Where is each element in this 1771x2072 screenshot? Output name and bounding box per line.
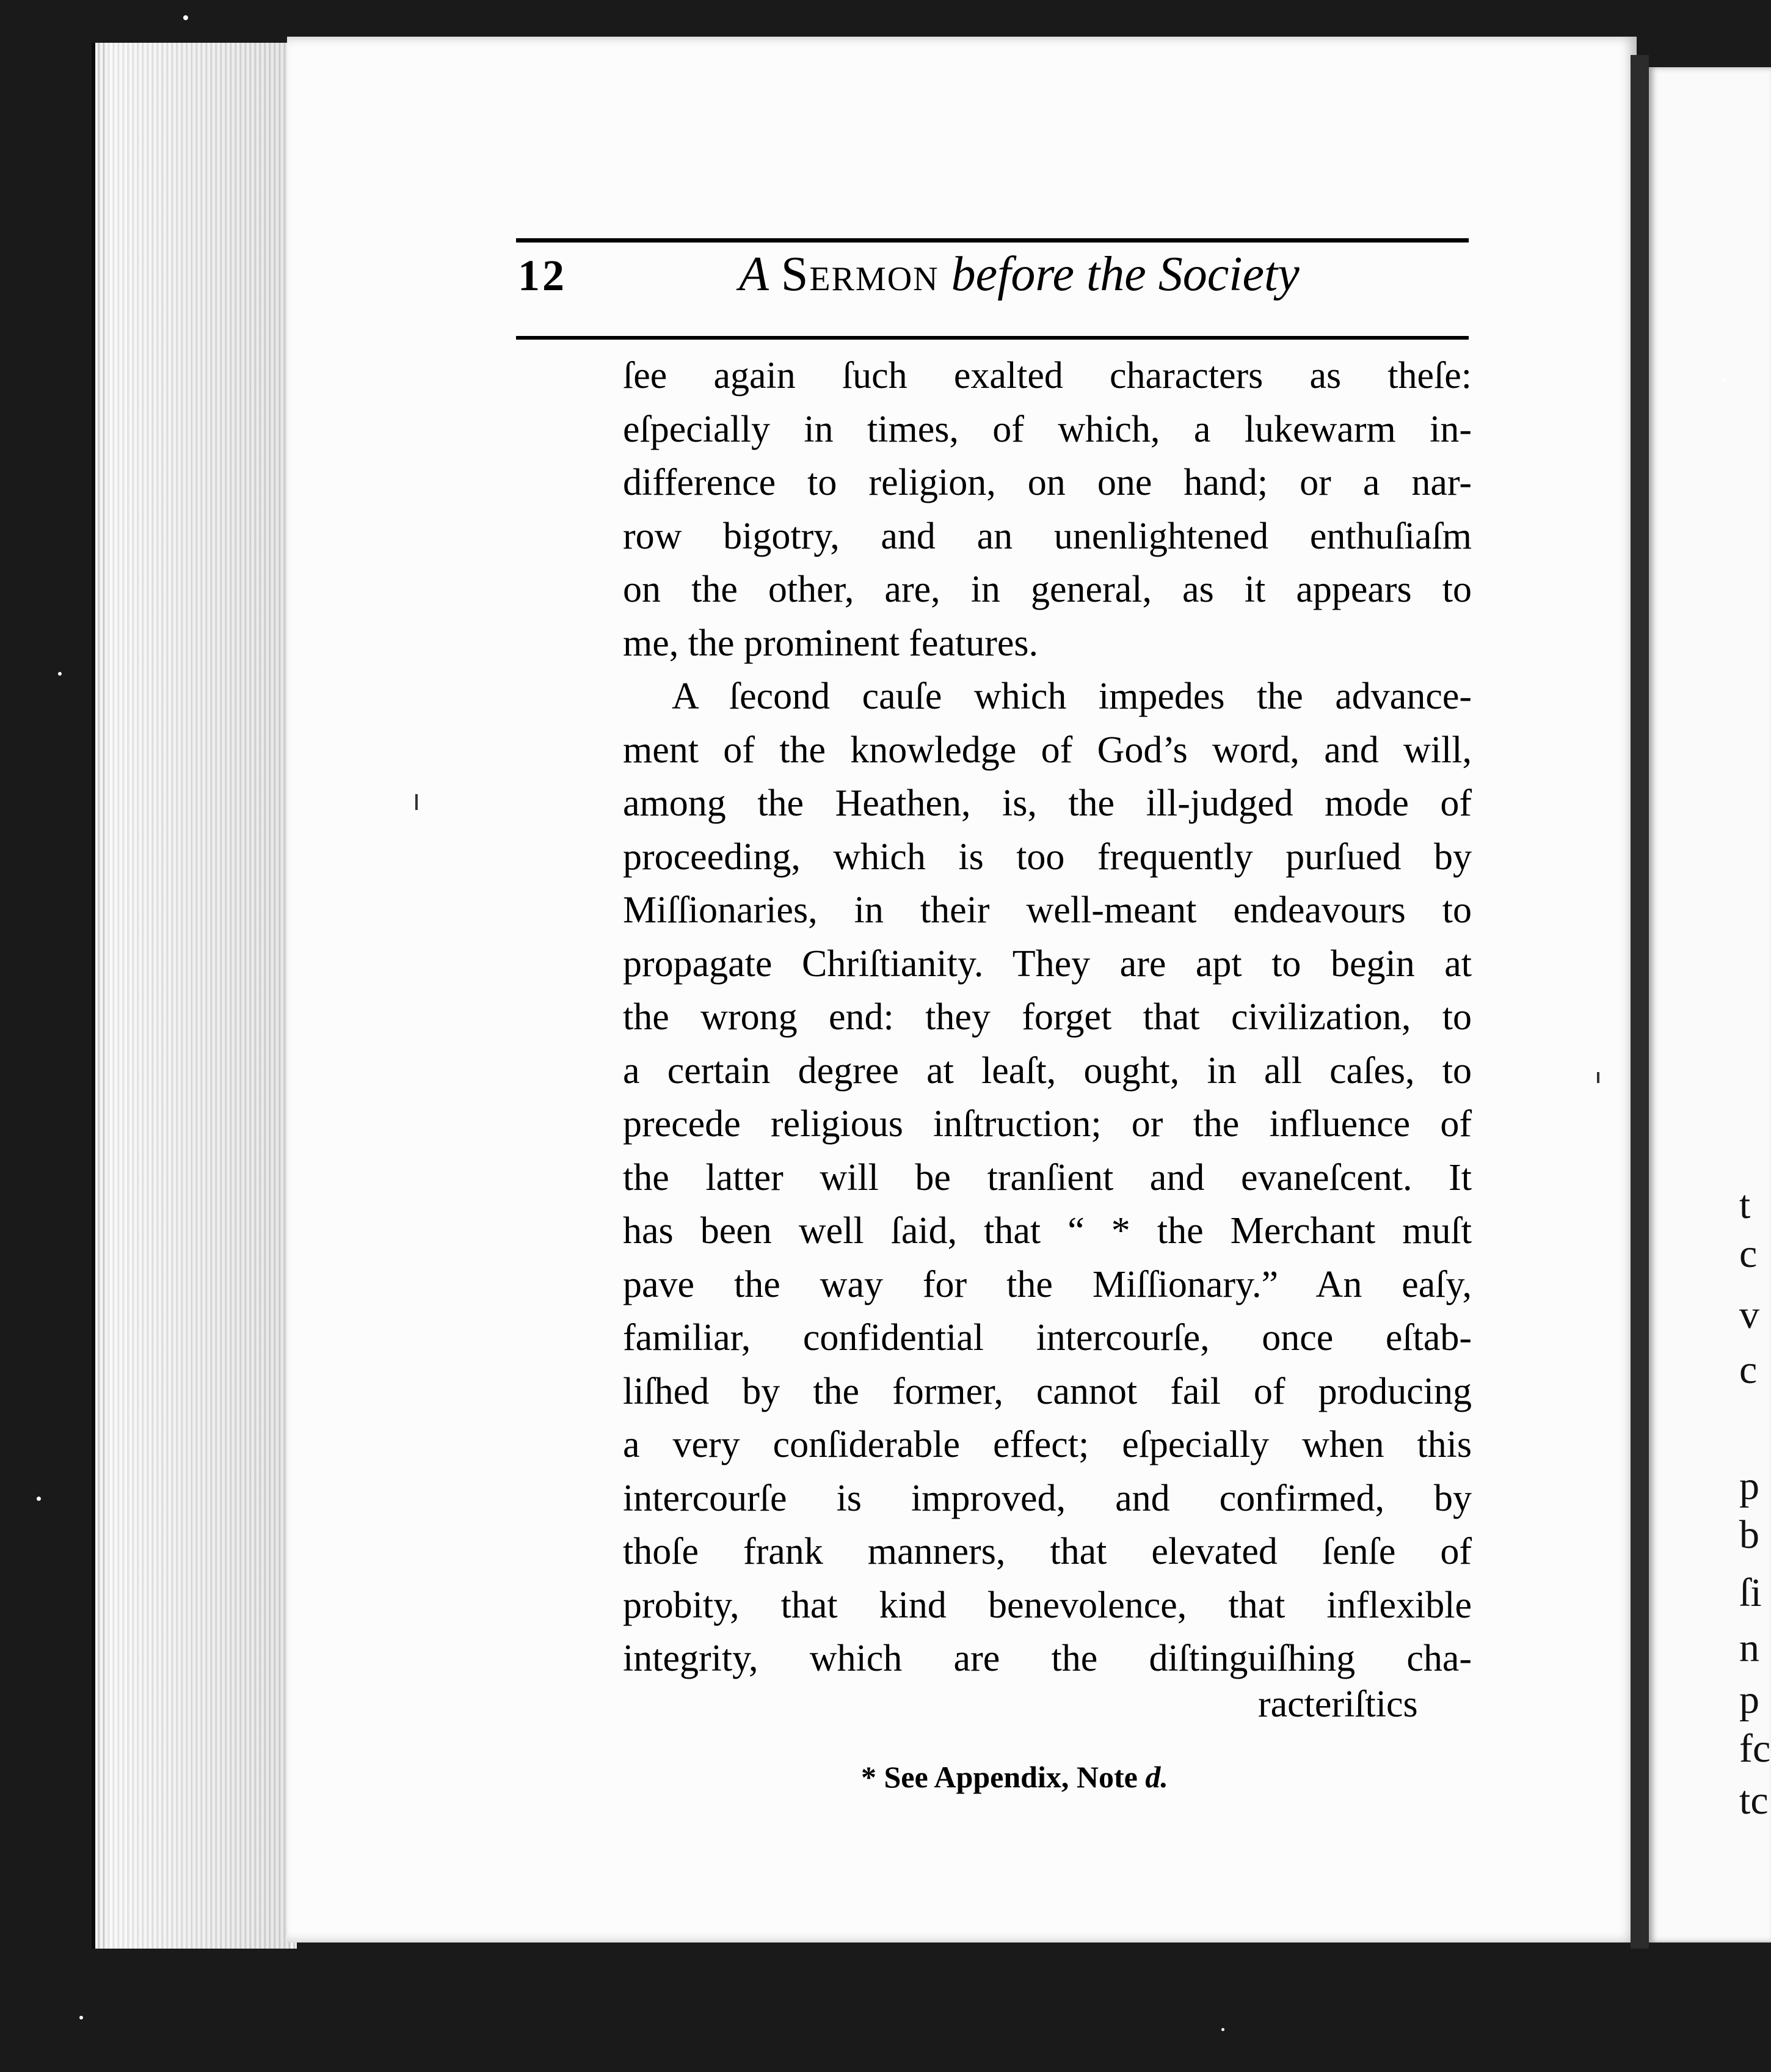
text-line: Miſſionaries, in their well-meant endeavours to bbox=[623, 889, 1472, 931]
scan-speck bbox=[37, 1497, 41, 1501]
text-line: me, the prominent features. bbox=[623, 622, 1039, 664]
facing-page-letter: n bbox=[1739, 1625, 1759, 1670]
facing-page-letter: c bbox=[1739, 1231, 1758, 1276]
text-line: the latter will be tranſient and evaneſcent. It bbox=[623, 1156, 1472, 1198]
text-line: integrity, which are the diſtinguiſhing cha- bbox=[623, 1638, 1472, 1679]
text-line: familiar, confidential intercourſe, once eſtab- bbox=[623, 1317, 1472, 1359]
text-line: row bigotry, and an unenlightened enthuſiaſm bbox=[623, 515, 1472, 557]
text-line: proceeding, which is too frequently purſued by bbox=[623, 836, 1472, 878]
facing-page-letter: v bbox=[1739, 1293, 1759, 1337]
text-line: eſpecially in times, of which, a lukewarm in- bbox=[623, 408, 1472, 450]
text-line: difference to religion, on one hand; or a nar- bbox=[623, 462, 1472, 503]
facing-page-letter: b bbox=[1739, 1512, 1759, 1557]
running-head-rest: before the Society bbox=[951, 247, 1300, 301]
head-rule-bottom bbox=[516, 336, 1469, 340]
scan-speck bbox=[415, 794, 418, 810]
text-line: has been well ſaid, that “ * the Merchant muſt bbox=[623, 1210, 1472, 1252]
page-number: 12 bbox=[518, 251, 567, 300]
text-line: A ſecond cauſe which impedes the advance- bbox=[672, 676, 1472, 717]
facing-page-letter: c bbox=[1739, 1348, 1758, 1392]
text-line: ment of the knowledge of God’s word, and will, bbox=[623, 729, 1472, 771]
footnote bbox=[861, 1759, 1168, 1795]
text-line: among the Heathen, is, the ill-judged mode of bbox=[623, 782, 1472, 824]
scan-speck bbox=[58, 672, 62, 676]
scan-speck bbox=[1722, 379, 1726, 382]
text-line: probity, that kind benevolence, that inflexible bbox=[623, 1584, 1472, 1626]
book-gutter bbox=[1631, 55, 1649, 1949]
scan-speck bbox=[1221, 2028, 1224, 2031]
facing-page-strip bbox=[1649, 67, 1771, 1942]
scan-speck bbox=[79, 2016, 83, 2019]
facing-page-letter: ſi bbox=[1739, 1570, 1762, 1615]
facing-page-letter: tc bbox=[1739, 1778, 1769, 1823]
facing-page-letter: p bbox=[1739, 1677, 1759, 1722]
text-line: pave the way for the Miſſionary.” An eaſy, bbox=[623, 1263, 1472, 1305]
catchword: racteriſtics bbox=[1258, 1683, 1418, 1725]
body-text bbox=[623, 349, 1472, 1686]
text-line: thoſe frank manners, that elevated ſenſe of bbox=[623, 1531, 1472, 1572]
running-head-sermon: Sermon bbox=[780, 247, 939, 301]
facing-page-letter: fc bbox=[1739, 1726, 1771, 1771]
text-line: precede religious inſtruction; or the influence of bbox=[623, 1103, 1472, 1145]
text-line: propagate Chriſtianity. They are apt to begin at bbox=[623, 943, 1472, 985]
footnote-letter: d. bbox=[1145, 1760, 1168, 1794]
text-line: intercourſe is improved, and confirmed, by bbox=[623, 1477, 1472, 1519]
text-line: a certain degree at leaſt, ought, in all caſes, to bbox=[623, 1049, 1472, 1092]
running-head bbox=[739, 247, 1300, 302]
running-head-article: A bbox=[739, 247, 769, 301]
text-line: liſhed by the former, cannot fail of producing bbox=[623, 1370, 1472, 1412]
scan-speck bbox=[1597, 1072, 1599, 1083]
scan-speck bbox=[183, 15, 188, 20]
page-edge-stack bbox=[92, 43, 297, 1949]
head-rule-top bbox=[516, 238, 1469, 243]
facing-page-letter: p bbox=[1739, 1464, 1759, 1508]
text-line: on the other, are, in general, as it appears to bbox=[623, 569, 1472, 610]
facing-page-letter: t bbox=[1739, 1183, 1751, 1227]
text-line: the wrong end: they forget that civilization, to bbox=[623, 996, 1472, 1038]
text-line: a very conſiderable effect; eſpecially when this bbox=[623, 1424, 1472, 1465]
footnote-text: * See Appendix, Note bbox=[861, 1760, 1146, 1794]
text-line: ſee again ſuch exalted characters as theſe: bbox=[623, 355, 1472, 396]
